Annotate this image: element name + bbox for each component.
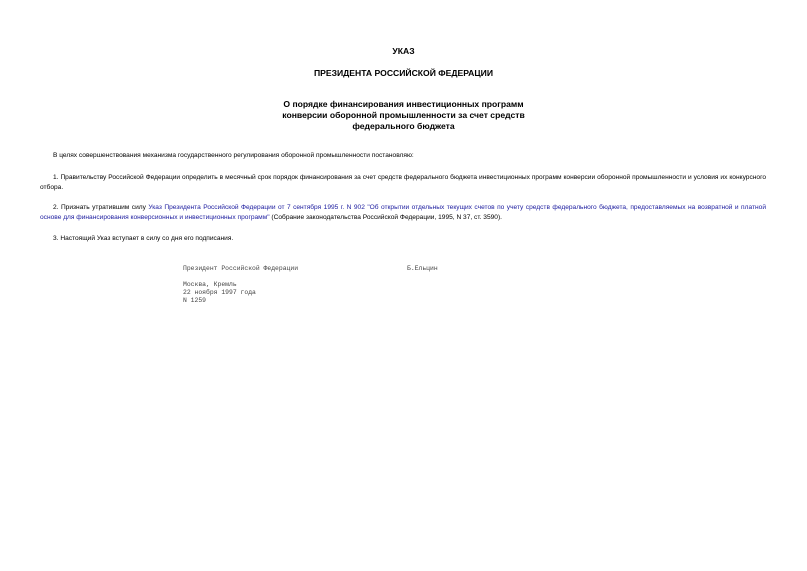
- document-issuer: ПРЕЗИДЕНТА РОССИЙСКОЙ ФЕДЕРАЦИИ: [313, 68, 494, 78]
- signatory-name: Б.Ельцин: [407, 265, 438, 272]
- item-3-paragraph: 3. Настоящий Указ вступает в силу со дня его подписания.: [53, 235, 234, 242]
- subtitle-line: федерального бюджета: [352, 121, 455, 131]
- intro-paragraph: В целях совершенствования механизма государственного регулирования оборонной промышленности постановляю:: [53, 152, 414, 159]
- item-2-paragraph: [40, 203, 766, 223]
- decree-number: N 1259: [183, 297, 207, 304]
- subtitle-line: конверсии оборонной промышленности за счет средств: [282, 110, 525, 120]
- decree-902-link[interactable]: Указ Президента Российской Федерации от 7 сентября 1995 г. N 902 "Об открытии отдельных текущих счетов по учету средств федерального бюджета, предоставляемых на возвратной и платной основе для финансирования конверсионных и инвестиционных программ": [40, 204, 767, 221]
- document-subtitle: [0, 99, 807, 132]
- signatory-position: Президент Российской Федерации: [183, 265, 299, 272]
- subtitle-line: О порядке финансирования инвестиционных программ: [283, 99, 524, 109]
- document-title: УКАЗ: [392, 46, 415, 56]
- signing-place: Москва, Кремль: [183, 281, 237, 288]
- item-2-suffix: (Собрание законодательства Российской Федерации, 1995, N 37, ст. 3590).: [269, 214, 502, 221]
- item-1-paragraph: 1. Правительству Российской Федерации определить в месячный срок порядок финансирования за счет средств федерального бюджета инвестиционных программ конверсии оборонной промышленности и условия их конкурсного отбора.: [40, 174, 766, 191]
- item-2-prefix: 2. Признать утратившим силу: [53, 204, 149, 211]
- signing-date: 22 ноября 1997 года: [183, 289, 256, 296]
